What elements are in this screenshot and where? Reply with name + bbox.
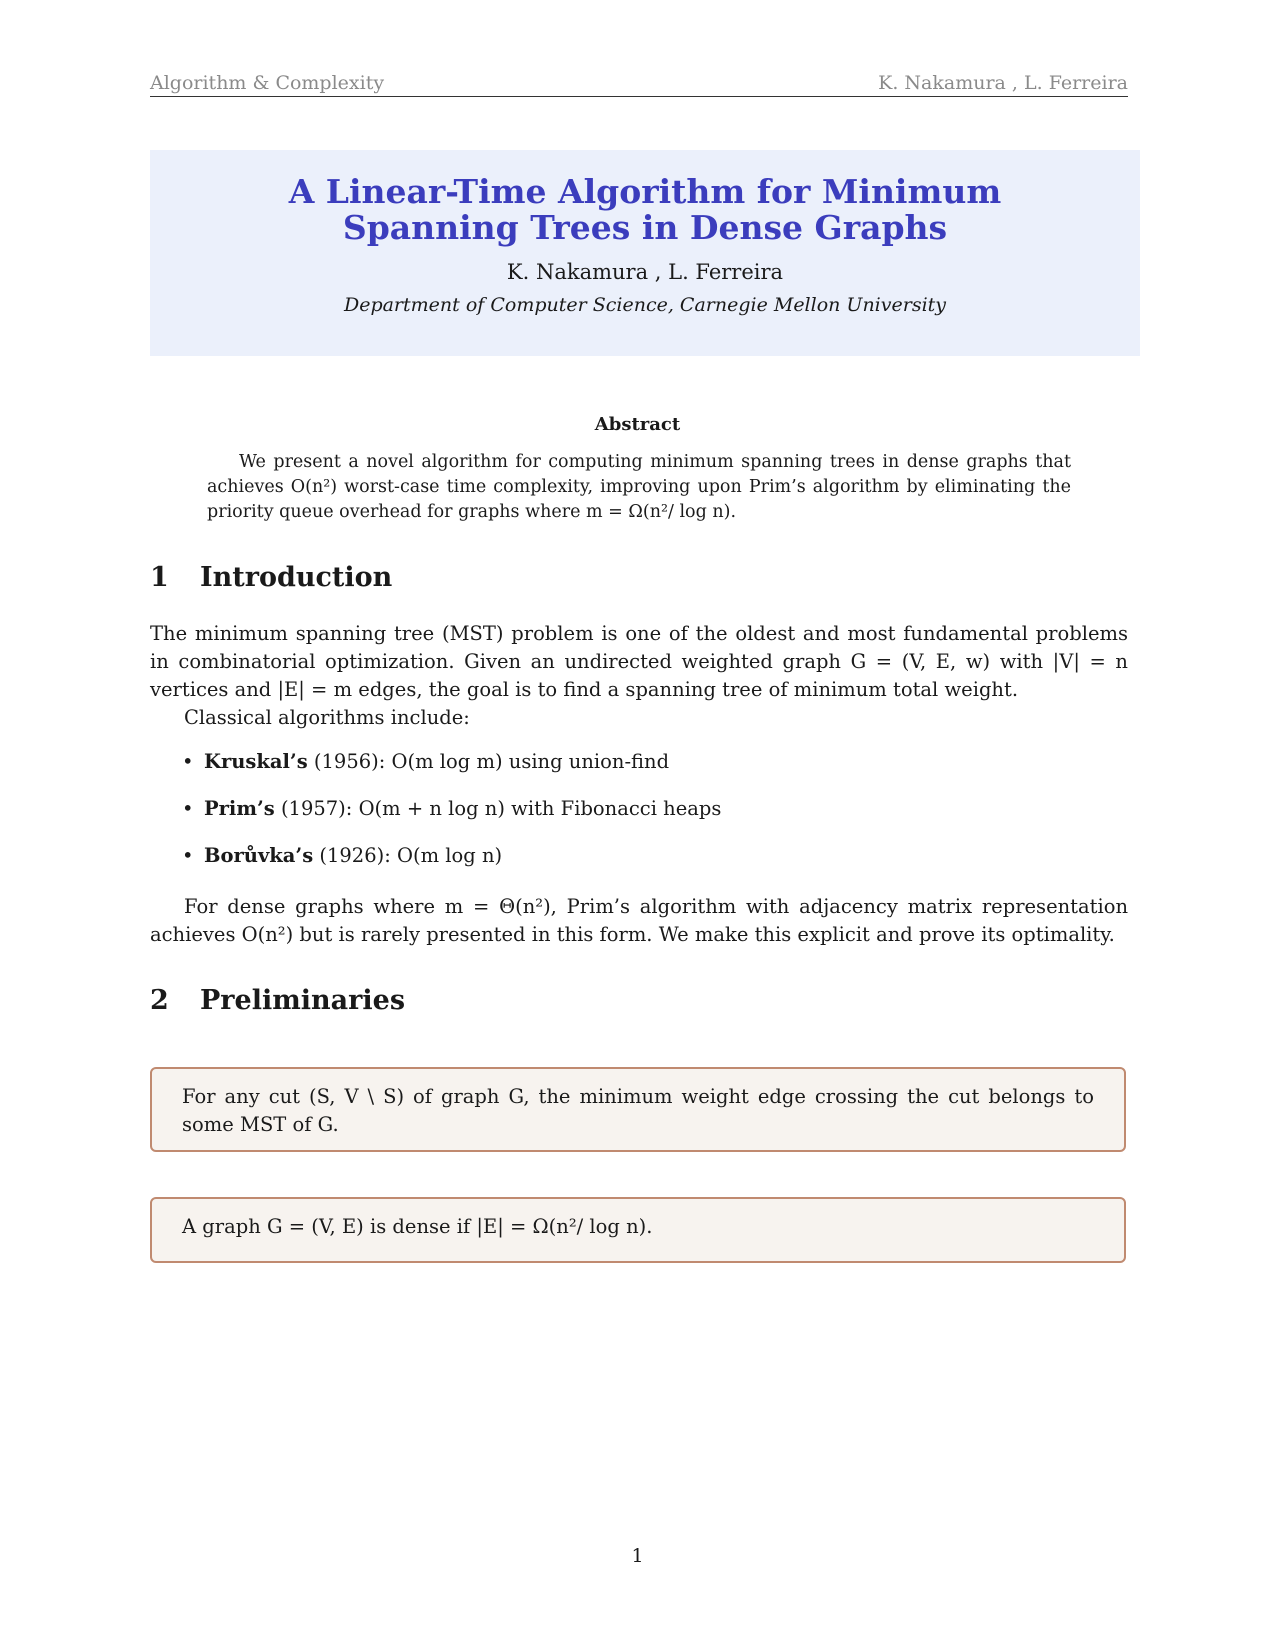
list-item: • Prim’s (1957): O(m + n log n) with Fibonacci heaps [182, 797, 722, 820]
definition-text: A graph G = (V, E) is dense if |E| = Ω(n²/ log n). [182, 1215, 653, 1238]
section-number: 2 [150, 985, 169, 1016]
section-title: Preliminaries [200, 985, 406, 1016]
intro-paragraph-3-text: For dense graphs where m = Θ(n²), Prim’s algorithm with adjacency matrix representation achieves O(n²) but is rarely presented in this form. We make this explicit and prove its optimality. [150, 895, 1128, 946]
page-number: 1 [631, 1545, 644, 1567]
list-item: • Borůvka’s (1926): O(m log n) [182, 844, 503, 867]
running-header [150, 70, 1128, 97]
list-item-detail: (1926): O(m log n) [319, 844, 503, 867]
paper-title: A Linear-Time Algorithm for Minimum Spanning Trees in Dense Graphs [288, 172, 1002, 247]
list-item-name: Kruskal’s [204, 750, 308, 773]
abstract-heading: Abstract [594, 414, 681, 435]
section-number: 1 [150, 562, 169, 593]
definition-box [150, 1197, 1126, 1263]
section-heading-preliminaries [150, 985, 405, 1016]
theorem-box [150, 1067, 1126, 1152]
abstract-body [207, 450, 1071, 525]
list-item-detail: (1956): O(m log m) using union-find [313, 750, 670, 773]
header-authors: K. Nakamura , L. Ferreira [878, 72, 1128, 94]
paper-authors: K. Nakamura , L. Ferreira [506, 260, 784, 284]
list-item-name: Borůvka’s [204, 844, 314, 867]
list-item-name: Prim’s [204, 797, 275, 820]
intro-paragraph-1 [150, 620, 1128, 732]
paper-affiliation: Department of Computer Science, Carnegie Mellon University [343, 294, 947, 316]
intro-paragraph-3 [150, 893, 1128, 949]
intro-paragraph-2-text: Classical algorithms include: [184, 706, 470, 729]
title-block [150, 150, 1140, 356]
section-heading-introduction [150, 562, 392, 593]
abstract-text: We present a novel algorithm for computing minimum spanning trees in dense graphs that achieves O(n²) worst-case time complexity, improving upon Prim’s algorithm by eliminating the priority queue overhead for graphs where m = Ω(n²/ log n). [207, 452, 1071, 522]
header-journal: Algorithm & Complexity [150, 72, 385, 94]
list-item-detail: (1957): O(m + n log n) with Fibonacci heaps [280, 797, 722, 820]
intro-paragraph-1-text: The minimum spanning tree (MST) problem is one of the oldest and most fundamental problems in combinatorial optimization. Given an undirected weighted graph G = (V, E, w) with |V| = n vertices and |E| = m edges, the goal is to find a spanning tree of minimum total weight. [150, 622, 1128, 701]
theorem-text: For any cut (S, V \ S) of graph G, the minimum weight edge crossing the cut belongs to some MST of G. [182, 1085, 1094, 1136]
list-item: • Kruskal’s (1956): O(m log m) using union-find [182, 750, 670, 773]
section-title: Introduction [200, 562, 393, 593]
